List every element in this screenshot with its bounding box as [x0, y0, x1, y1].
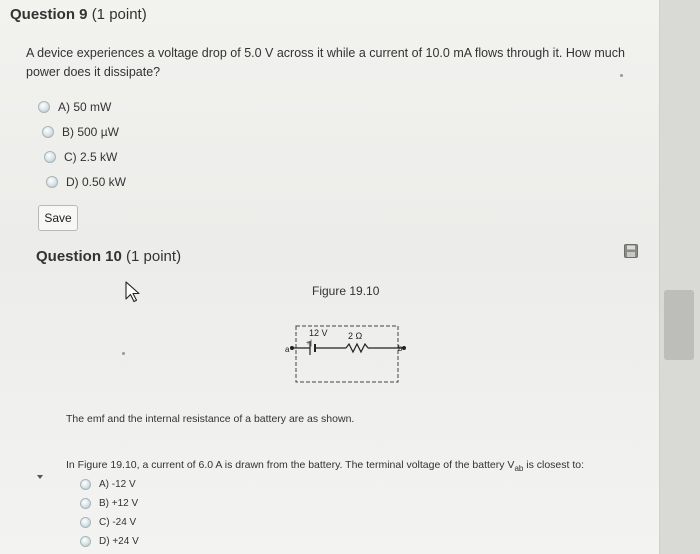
- question-10-subscript: ab: [514, 464, 524, 474]
- question-9-header: [10, 6, 147, 23]
- stray-dot: [122, 352, 125, 355]
- chevron-down-icon[interactable]: [36, 473, 44, 481]
- vertical-scrollbar[interactable]: [659, 0, 700, 554]
- option-label: A) -12 V: [99, 479, 136, 490]
- question-10-text-before: In Figure 19.10, a current of 6.0 A is drawn from the battery. The terminal voltage of the battery V: [66, 459, 515, 471]
- option-label: D) 0.50 kW: [66, 175, 127, 189]
- polarity-label: +|: [306, 340, 312, 347]
- question-10-title: Question 10: [36, 248, 122, 265]
- option-label: C) -24 V: [99, 517, 137, 528]
- radio-button[interactable]: [44, 151, 56, 163]
- q10-option-d[interactable]: [80, 536, 139, 547]
- option-label: B) +12 V: [99, 498, 139, 509]
- radio-button[interactable]: [80, 479, 91, 490]
- q10-option-c[interactable]: [80, 517, 136, 528]
- q10-option-b[interactable]: [80, 498, 138, 509]
- question-10-text: [66, 459, 584, 473]
- radio-button[interactable]: [80, 536, 91, 547]
- figure-caption: Figure 19.10: [312, 284, 380, 298]
- save-button[interactable]: Save: [38, 205, 78, 231]
- q9-option-d[interactable]: [46, 175, 126, 189]
- question-10-points: (1 point): [126, 248, 182, 265]
- circuit-figure: [282, 320, 408, 386]
- option-label: C) 2.5 kW: [64, 150, 118, 164]
- radio-button[interactable]: [80, 498, 91, 509]
- q9-option-b[interactable]: [42, 125, 119, 139]
- q9-option-a[interactable]: [38, 100, 111, 114]
- question-10-text-after: is closest to:: [523, 459, 585, 471]
- figure-intro-text: The emf and the internal resistance of a battery are as shown.: [66, 413, 355, 425]
- radio-button[interactable]: [38, 101, 50, 113]
- radio-button[interactable]: [80, 517, 91, 528]
- q10-option-a[interactable]: [80, 479, 136, 490]
- q9-option-c[interactable]: [44, 150, 117, 164]
- question-10-header: [36, 248, 181, 265]
- voltage-label: 12 V: [309, 328, 328, 338]
- option-label: B) 500 µW: [62, 125, 119, 139]
- scrollbar-thumb[interactable]: [664, 290, 694, 360]
- question-9-text: A device experiences a voltage drop of 5.0 V across it while a current of 10.0 mA flows through it. How much power does it dissipate?: [26, 46, 625, 79]
- option-label: A) 50 mW: [58, 100, 112, 114]
- option-label: D) +24 V: [99, 536, 139, 547]
- question-9-points: (1 point): [91, 6, 147, 23]
- floppy-disk-icon[interactable]: [624, 244, 638, 258]
- question-9-title: Question 9: [10, 6, 88, 23]
- resistance-label: 2 Ω: [348, 331, 363, 341]
- radio-button[interactable]: [42, 126, 54, 138]
- node-b-label: b: [398, 344, 403, 353]
- node-a-label: a: [285, 345, 290, 354]
- radio-button[interactable]: [46, 176, 58, 188]
- mouse-cursor-icon: [124, 281, 142, 303]
- stray-dot: [620, 74, 623, 77]
